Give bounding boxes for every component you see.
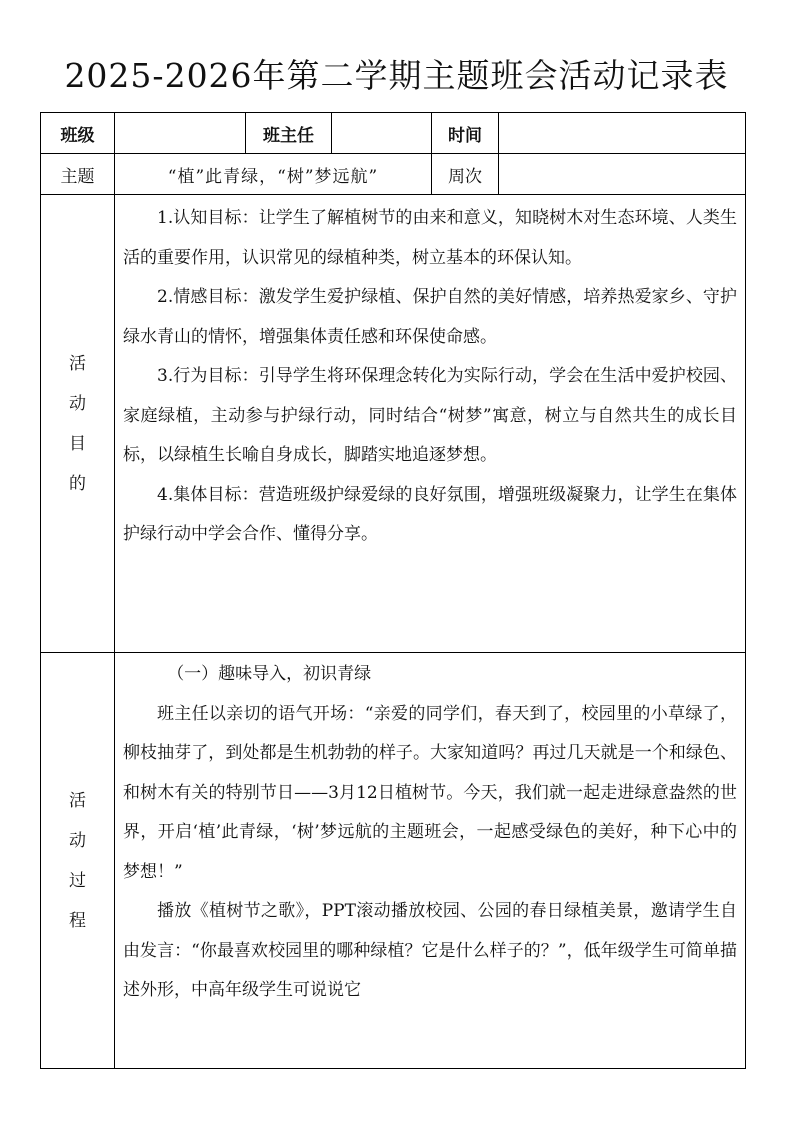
- header-row-1: [41, 113, 746, 154]
- process-label: [41, 653, 115, 1069]
- class-label: 班级: [41, 113, 115, 154]
- teacher-label: 班主任: [246, 113, 332, 154]
- time-value-cell[interactable]: [499, 113, 746, 154]
- process-section-heading: （一）趣味导入，初识青绿: [167, 664, 372, 684]
- time-label: 时间: [432, 113, 499, 154]
- theme-label: 主题: [41, 154, 115, 195]
- header-row-2: [41, 154, 746, 195]
- week-label: 周次: [432, 154, 499, 195]
- purpose-label-char: 的: [69, 473, 86, 494]
- process-label-char: 活: [69, 790, 86, 811]
- purpose-label-char: 动: [69, 393, 86, 414]
- purpose-paragraph-1: 1.认知目标：让学生了解植树节的由来和意义，知晓树木对生态环境、人类生活的重要作用，认识常见的绿植种类，树立基本的环保认知。: [123, 208, 737, 268]
- purpose-label-char: 活: [69, 353, 86, 374]
- purpose-paragraph-4: 4.集体目标：营造班级护绿爱绿的良好氛围，增强班级凝聚力，让学生在集体护绿行动中学会合作、懂得分享。: [123, 484, 737, 544]
- theme-value[interactable]: “植”此青绿，“树”梦远航”: [115, 154, 432, 195]
- teacher-value-cell[interactable]: [332, 113, 432, 154]
- class-value-cell[interactable]: [115, 113, 246, 154]
- purpose-paragraph-3: 3.行为目标：引导学生将环保理念转化为实际行动，学会在生活中爱护校园、家庭绿植，主动参与护绿行动，同时结合“树梦”寓意，树立与自然共生的成长目标，以绿植生长喻自身成长，脚踏实地追逐梦想。: [123, 366, 737, 465]
- purpose-label: [41, 195, 115, 653]
- process-label-char: 程: [69, 910, 86, 931]
- process-paragraph-1: 班主任以亲切的语气开场：“亲爱的同学们，春天到了，校园里的小草绿了，柳枝抽芽了，到处都是生机勃勃的样子。大家知道吗？再过几天就是一个和绿色、和树木有关的特别节日——3月12日植树节。今天，我们就一起走进绿意盎然的世界，开启‘植’此青绿，‘树’梦远航的主题班会，一起感受绿色的美好，种下心中的梦想！”: [123, 703, 737, 882]
- page-title: 2025-2026年第二学期主题班会活动记录表: [64, 56, 729, 95]
- process-row: [41, 653, 746, 1069]
- process-label-char: 过: [69, 870, 86, 891]
- purpose-paragraph-2: 2.情感目标：激发学生爱护绿植、保护自然的美好情感，培养热爱家乡、守护绿水青山的情怀，增强集体责任感和环保使命感。: [123, 287, 737, 347]
- week-value-cell[interactable]: [499, 154, 746, 195]
- purpose-label-char: 目: [69, 433, 86, 454]
- purpose-row: [41, 195, 746, 653]
- purpose-content[interactable]: [115, 195, 746, 653]
- process-content[interactable]: [115, 653, 746, 1069]
- record-table: [40, 112, 746, 1069]
- process-label-char: 动: [69, 830, 86, 851]
- process-paragraph-2: 播放《植树节之歌》，PPT滚动播放校园、公园的春日绿植美景，邀请学生自由发言：“你最喜欢校园里的哪种绿植？它是什么样子的？”，低年级学生可简单描述外形，中高年级学生可说说它: [123, 901, 737, 1000]
